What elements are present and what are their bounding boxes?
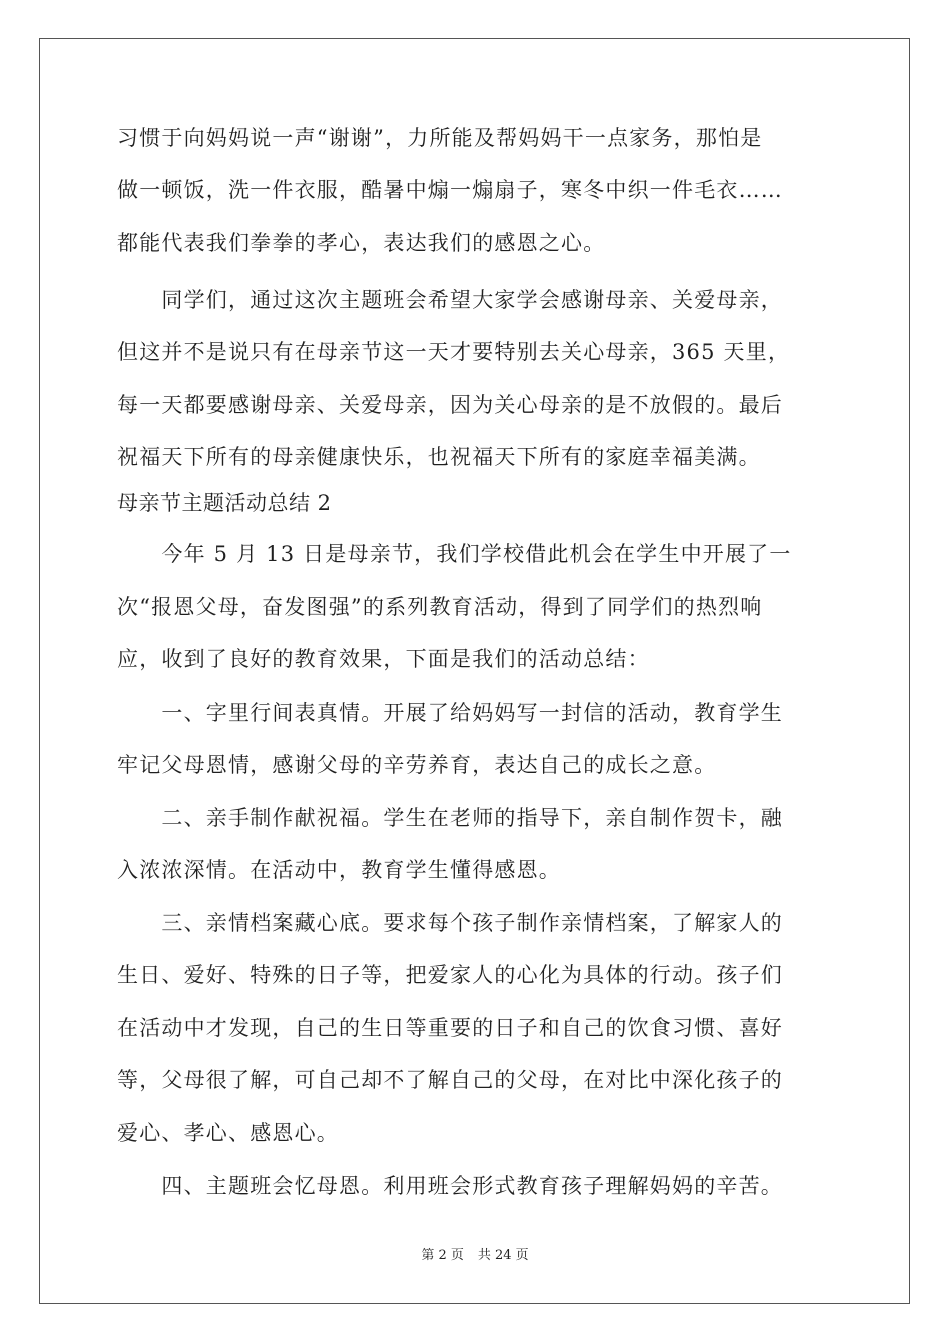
text-line: 都能代表我们拳拳的孝心，表达我们的感恩之心。	[117, 231, 606, 255]
text-line: 习惯于向妈妈说一声“谢谢”，力所能及帮妈妈干一点家务，那怕是	[117, 126, 763, 150]
text-line: 同学们，通过这次主题班会希望大家学会感谢母亲、关爱母亲，	[117, 288, 783, 312]
text-line: 牢记父母恩情，感谢父母的辛劳养育，表达自己的成长之意。	[117, 753, 717, 777]
text-line: 应，收到了良好的教育效果，下面是我们的活动总结：	[117, 647, 650, 671]
text-line: 但这并不是说只有在母亲节这一天才要特别去关心母亲，365 天里，	[117, 340, 791, 364]
text-line: 一、字里行间表真情。开展了给妈妈写一封信的活动，教育学生	[117, 701, 783, 725]
text-line: 祝福天下所有的母亲健康快乐，也祝福天下所有的家庭幸福美满。	[117, 445, 761, 469]
text-line: 三、亲情档案藏心底。要求每个孩子制作亲情档案，了解家人的	[117, 911, 783, 935]
text-line: 在活动中才发现，自己的生日等重要的日子和自己的饮食习惯、喜好	[117, 1016, 783, 1040]
text-line: 做一顿饭，洗一件衣服，酷暑中煽一煽扇子，寒冬中织一件毛衣……	[117, 178, 783, 202]
text-line: 二、亲手制作献祝福。学生在老师的指导下，亲自制作贺卡，融	[117, 806, 783, 830]
page-number: 第 2 页	[421, 1248, 464, 1263]
text-line: 生日、爱好、特殊的日子等，把爱家人的心化为具体的行动。孩子们	[117, 963, 783, 987]
text-line: 今年 5 月 13 日是母亲节，我们学校借此机会在学生中开展了一	[117, 542, 792, 566]
section-heading: 母亲节主题活动总结 2	[117, 491, 332, 515]
text-line: 四、主题班会忆母恩。利用班会形式教育孩子理解妈妈的辛苦。	[117, 1174, 783, 1198]
text-line: 次“报恩父母，奋发图强”的系列教育活动，得到了同学们的热烈响	[117, 595, 763, 619]
text-line: 爱心、孝心、感恩心。	[117, 1121, 339, 1145]
text-line: 等，父母很了解，可自己却不了解自己的父母，在对比中深化孩子的	[117, 1068, 783, 1092]
text-line: 入浓浓深情。在活动中，教育学生懂得感恩。	[117, 858, 561, 882]
page-footer	[0, 1244, 950, 1263]
page-total: 共 24 页	[477, 1248, 529, 1263]
text-line: 每一天都要感谢母亲、关爱母亲，因为关心母亲的是不放假的。最后	[117, 393, 783, 417]
